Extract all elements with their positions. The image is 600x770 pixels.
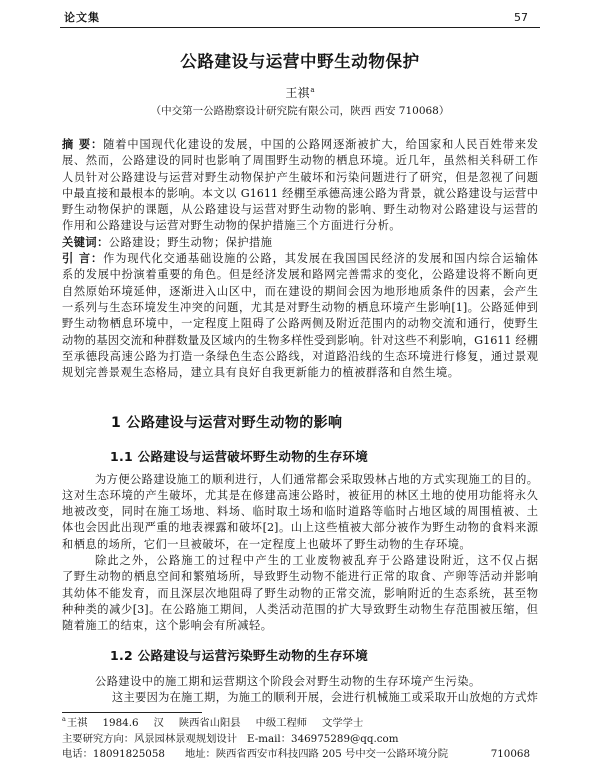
keywords-label: 关键词： [62,235,109,249]
keywords-text: 公路建设；野生动物；保护措施 [108,235,273,249]
introduction-line [62,333,538,349]
introduction-line [62,251,538,267]
footnote-title: 中级工程师 [255,717,308,729]
line-text: 规划完善景观生态格局，建立具有良好自我更新能力的植被群落和自然生境。 [62,366,460,380]
abstract-line [62,202,538,218]
line-text: 体也会因此出现严重的地表裸露和破坏[2]。山上这些植被大部分被作为野生动物的食料来源 [62,521,538,535]
line-text: 野生动物栖息环境中，一定程度上阻碍了公路两侧及附近范围内的动物交流和通行，使野生 [62,317,538,331]
email-value: 346975289@qq.com [291,732,399,745]
footnote-rule [62,712,202,713]
footnote-research-line [62,732,538,748]
line-text: 了野生动物的栖息空间和繁殖场所，导致野生动物不能进行正常的取食、产卵等活动并影响 [62,570,538,584]
abstract-line [62,137,538,153]
line-text: 地被改变，同时在施工场地、料场、临时取土场和临时道路等临时占地区域的周围植被、土 [62,505,538,519]
line-text: 为方便公路建设施工的顺利进行，人们通常都会采取毁林占地的方式实现施工的目的。 [95,472,538,486]
body-line [62,537,538,553]
line-text: 人员针对公路建设与运营对野生动物保护产生破坏和污染问题进行了研究，但是忽视了问题 [62,170,538,184]
body-line [62,602,538,618]
phone-value: 18091825058 [92,748,165,760]
subsection-heading: 1.2 公路建设与运营污染野生动物的生存环境 [110,648,369,663]
line-text: 野生动物保护的课题，从公路建设与运营对野生动物的影响、野生动物对公路建设与运营的 [62,203,538,217]
abstract-line [62,153,538,169]
body-line [62,569,538,585]
line-text: 自然原始环境延伸，逐渐进入山区中，而在建设的期间会因为地形地质条件的因素，会产生 [62,284,538,298]
author-footnote-marker: a [310,86,315,94]
footnote-hometown: 陕西省山阳县 [178,717,241,729]
line-text: 种种类的减少[3]。在公路施工期间，人类活动范围的扩大导致野生动物生存范围被压缩，但 [62,602,538,616]
line-text: 随着施工的结束，这个影响会有所减轻。 [62,619,273,633]
abstract-line [62,186,538,202]
line-text: 作用和公路建设与运营对野生动物的保护措施三个方面进行分析。 [62,219,401,233]
line-text: 展、然而，公路建设的同时也影响了周围野生动物的栖息环境。近几年，虽然相关科研工作 [62,154,538,168]
address-label: 地址： [184,748,216,760]
line-text: 其幼体不能发育，而且深层次地阻碍了野生动物的正常交流，影响附近的生态系统，甚至物 [62,586,538,600]
subsection-heading: 1.1 公路建设与运营破坏野生动物的生存环境 [110,449,369,464]
research-value: 风景园林景观规划设计 [134,732,238,745]
line-text: 作为现代化交通基础设施的公路，其发展在我国国民经济的发展和国内综合运输体 [103,252,538,266]
abstract-line [62,170,538,186]
abstract-label: 摘 要： [62,138,104,151]
journal-name: 论文集 [64,11,100,24]
footnote-ethnicity: 汉 [153,717,164,729]
footnote-author-name: 王祺 [66,717,88,729]
body-line [62,520,538,536]
line-text: 公路建设中的施工期和运营期这个阶段会对野生动物的生存环境产生污染。 [95,675,481,688]
line-text: 至承德段高速公路为打造一条绿色生态公路线，对道路沿线的生态环境进行修复，通过景观 [62,349,538,363]
line-text: 和栖息的场所，它们一旦被破坏，在一定程度上也破坏了野生动物的生存环境。 [62,537,472,551]
line-text: 中最直接和最根本的影响。本文以 G1611 经棚至承德高速公路为背景，就公路建设与运营中 [62,186,538,200]
affiliation: （中交第一公路勘察设计研究院有限公司，陕西 西安 710068） [150,105,450,117]
body-line [62,504,538,520]
footnote [62,716,538,763]
footnote-degree: 文学学士 [322,717,364,729]
subsection-1-2-body [62,674,538,707]
postcode: 710068 [490,748,530,760]
running-header [60,8,540,28]
body-line [62,690,538,706]
line-text: 这主要因为在施工期，为施工的顺利开展，会进行机械施工或采取开山放炮的方式炸 [112,691,538,705]
footnote-birth: 1984.6 [102,717,139,729]
body-line [62,586,538,602]
body-line [62,674,538,690]
line-text: 一系列与生态环境发生冲突的问题，尤其是对野生动物的栖息环境产生影响[1]。公路延伸到 [62,300,538,314]
introduction-line [62,284,538,300]
subsection-1-1-body [62,472,538,635]
line-text: 除此之外，公路施工的过程中产生的工业废物被乱弃于公路建设附近，这不仅占据 [95,553,538,567]
body-line [62,553,538,569]
introduction-label: 引 言： [62,252,104,266]
body-line [62,488,538,504]
front-matter [62,137,538,381]
line-text: 动物的基因交流和种群数量及区域内的生物多样性受到影响。针对这些不利影响，G1611 经棚 [62,333,538,347]
introduction-line [62,365,538,381]
line-text: 这对生态环境的产生破坏，尤其是在修建高速公路时，被征用的林区土地的使用功能将永久 [62,488,538,502]
introduction-line [62,267,538,283]
line-text: 系的发展中扮演着重要的角色。但是经济发展和路网完善需求的变化，公路建设将不断向更 [62,268,538,282]
abstract-line [62,218,538,234]
body-line [62,472,538,488]
footnote-contact-line [62,747,538,763]
phone-label: 电话： [62,748,93,760]
author-line [0,86,600,103]
line-text: 随着中国现代化建设的发展，中国的公路网逐渐被扩大，给国家和人民百姓带来发 [103,138,538,151]
section-heading: 1 公路建设与运营对野生动物的影响 [111,415,343,431]
research-label: 主要研究方向： [62,732,135,745]
body-line [62,618,538,634]
address-value: 陕西省西安市科技四路 205 号中交一公路环境分院 [215,748,448,760]
keywords-line [62,235,538,251]
email-label: E-mail： [247,732,292,745]
introduction-line [62,349,538,365]
page-number: 57 [514,11,528,24]
author-name: 王祺 [285,86,310,100]
footnote-bio-line [62,716,538,732]
introduction-line [62,316,538,332]
introduction-line [62,300,538,316]
paper-title: 公路建设与运营中野生动物保护 [180,52,420,71]
footnote-marker: a [62,715,66,723]
